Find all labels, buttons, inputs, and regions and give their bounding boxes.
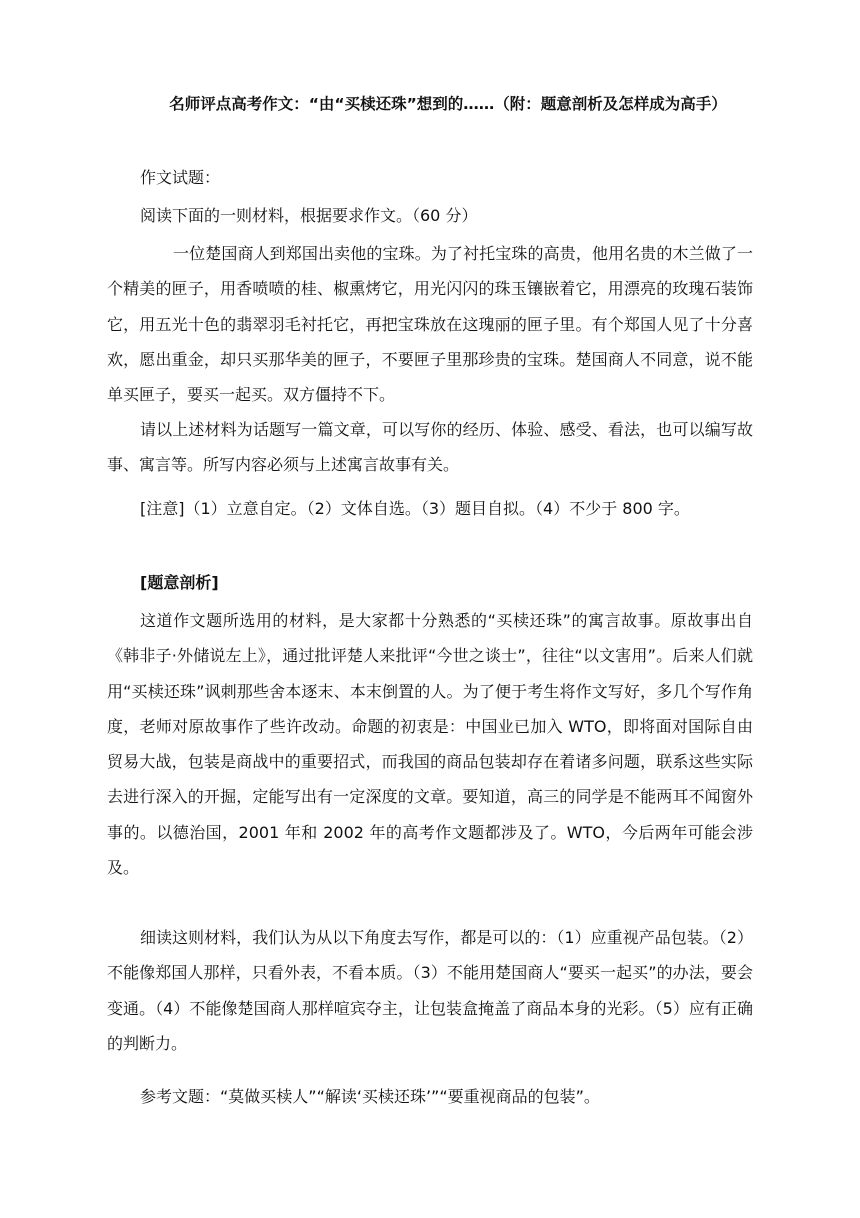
analysis-paragraph-1: 这道作文题所选用的材料，是大家都十分熟悉的“买椟还珠”的寓言故事。原故事出自《韩非子·外储说左上》，通过批评楚人来批评“今世之谈士”，往往“以文害用”。后来人们就用“买椟还珠”讽刺那些舍本逐末、本末倒置的人。为了便于考生将作文写好，多几个写作角度，老师对原故事作了些许改动。命题的初衷是：中国业已加入 WTO，即将面对国际自由贸易大战，包装是商战中的重要招式，而我国的商品包装却存在着诸多问题，联系这些实际去进行深入的开掘，定能写出有一定深度的文章。要知道，高三的同学是不能两耳不闻窗外事的。以德治国，2001 年和 2002 年的高考作文题都涉及了。WTO，今后两年可能会涉及。 <box>107 611 753 878</box>
analysis-heading: [题意剖析] <box>140 573 219 592</box>
story-paragraph: 一位楚国商人到郑国出卖他的宝珠。为了衬托宝珠的高贵，他用名贵的木兰做了一个精美的匣子，用香喷喷的桂、椒熏烤它，用光闪闪的珠玉镶嵌着它，用漂亮的玫瑰石装饰它，用五光十色的翡翠羽毛衬托它，再把宝珠放在这瑰丽的匣子里。有个郑国人见了十分喜欢，愿出重金，却只买那华美的匣子，不要匣子里那珍贵的宝珠。楚国商人不同意，说不能单买匣子，要买一起买。双方僵持不下。 <box>107 244 753 405</box>
instruction-text: 阅读下面的一则材料，根据要求作文。（60 分） <box>140 206 478 225</box>
prompt-label: 作文试题： <box>140 168 221 187</box>
requirement-paragraph: 请以上述材料为话题写一篇文章，可以写你的经历、体验、感受、看法，也可以编写故事、寓言等。所写内容必须与上述寓言故事有关。 <box>107 420 753 475</box>
analysis-paragraph-2: 细读这则材料，我们认为从以下角度去写作，都是可以的：（1）应重视产品包装。（2）不能像郑国人那样，只看外表，不看本质。（3）不能用楚国商人“要买一起买”的办法，要会变通。（4）不能像楚国商人那样喧宾夺主，让包装盒掩盖了商品本身的光彩。（5）应有正确的判断力。 <box>107 928 753 1053</box>
document-title: 名师评点高考作文：“由“买椟还珠”想到的……（附：题意剖析及怎样成为高手） <box>169 95 727 113</box>
notes-line: [注意]（1）立意自定。（2）文体自选。（3）题目自拟。（4）不少于 800 字。 <box>140 499 690 518</box>
reference-titles: 参考文题：“莫做买椟人”“解读‘买椟还珠’”“要重视商品的包装”。 <box>140 1087 600 1106</box>
